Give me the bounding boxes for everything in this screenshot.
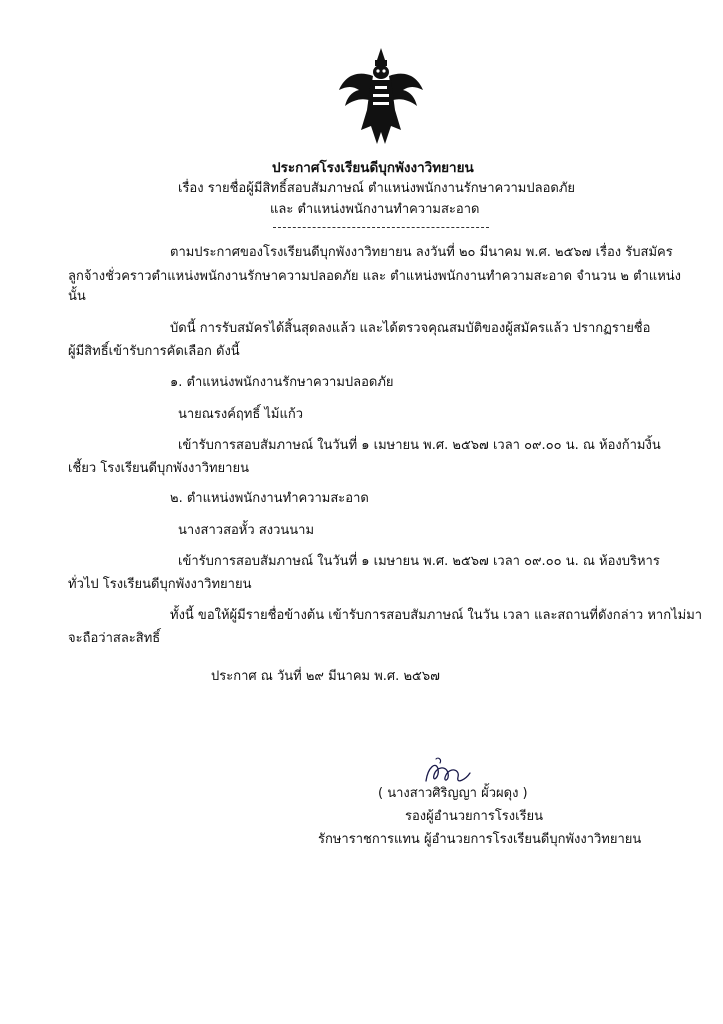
item-2-detail-line-1: เข้ารับการสอบสัมภาษณ์ ในวันที่ ๑ เมษายน พ.ศ. ๒๕๖๗ เวลา ๐๙.๐๐ น. ณ ห้องบริหาร	[178, 554, 660, 569]
paragraph-2-line-1: บัดนี้ การรับสมัครได้สิ้นสุดลงแล้ว และได้ตรวจคุณสมบัติของผู้สมัครแล้ว ปรากฏรายชื่อ	[170, 321, 651, 336]
subject-line-2: และ ตำแหน่งพนักงานทำความสะอาด	[270, 202, 480, 217]
item-1-detail-line-1: เข้ารับการสอบสัมภาษณ์ ในวันที่ ๑ เมษายน พ.ศ. ๒๕๖๗ เวลา ๐๙.๐๐ น. ณ ห้องก้ามงิ้น	[178, 438, 661, 453]
item-2-detail-line-2: ทั่วไป โรงเรียนดีบุกพังงาวิทยายน	[68, 577, 252, 592]
closing-line-1: ทั้งนี้ ขอให้ผู้มีรายชื่อข้างต้น เข้ารับการสอบสัมภาษณ์ ในวัน เวลา และสถานที่ดังกล่าว หากไม่มา	[170, 608, 703, 623]
document-title: ประกาศโรงเรียนดีบุกพังงาวิทยายน	[272, 160, 474, 176]
announcement-date: ประกาศ ณ วันที่ ๒๙ มีนาคม พ.ศ. ๒๕๖๗	[211, 669, 440, 684]
item-2-heading: ๒. ตำแหน่งพนักงานทำความสะอาด	[170, 491, 369, 506]
paragraph-1-line-2: ลูกจ้างชั่วคราวตำแหน่งพนักงานรักษาความปลอดภัย และ ตำแหน่งพนักงานทำความสะอาด จำนวน ๒ ตำแหน่ง	[68, 269, 681, 284]
signatory-position: รองผู้อำนวยการโรงเรียน	[405, 809, 544, 824]
subject-line-1: เรื่อง รายชื่อผู้มีสิทธิ์สอบสัมภาษณ์ ตำแหน่งพนักงานรักษาความปลอดภัย	[178, 181, 576, 196]
paragraph-1-line-3: นั้น	[68, 289, 86, 304]
item-1-heading: ๑. ตำแหน่งพนักงานรักษาความปลอดภัย	[170, 375, 394, 390]
signatory-name: ( นางสาวศิริญญา ผั้วผดุง )	[378, 786, 528, 801]
item-1-name: นายณรงค์ฤทธิ์ ไม้แก้ว	[178, 407, 304, 422]
item-2-name: นางสาวสอหั้ว สงวนนาม	[178, 523, 315, 538]
item-1-detail-line-2: เชี้ยว โรงเรียนดีบุกพังงาวิทยายน	[68, 461, 249, 476]
header-separator	[273, 227, 489, 228]
signatory-acting-position: รักษาราชการแทน ผู้อำนวยการโรงเรียนดีบุกพังงาวิทยายน	[318, 832, 642, 847]
closing-line-2: จะถือว่าสละสิทธิ์	[68, 631, 161, 646]
garuda-emblem-icon	[337, 46, 425, 146]
paragraph-1-line-1: ตามประกาศของโรงเรียนดีบุกพังงาวิทยายน ลงวันที่ ๒๐ มีนาคม พ.ศ. ๒๕๖๗ เรื่อง รับสมัคร	[170, 245, 673, 260]
paragraph-2-line-2: ผู้มีสิทธิ์เข้ารับการคัดเลือก ดังนี้	[68, 344, 240, 359]
